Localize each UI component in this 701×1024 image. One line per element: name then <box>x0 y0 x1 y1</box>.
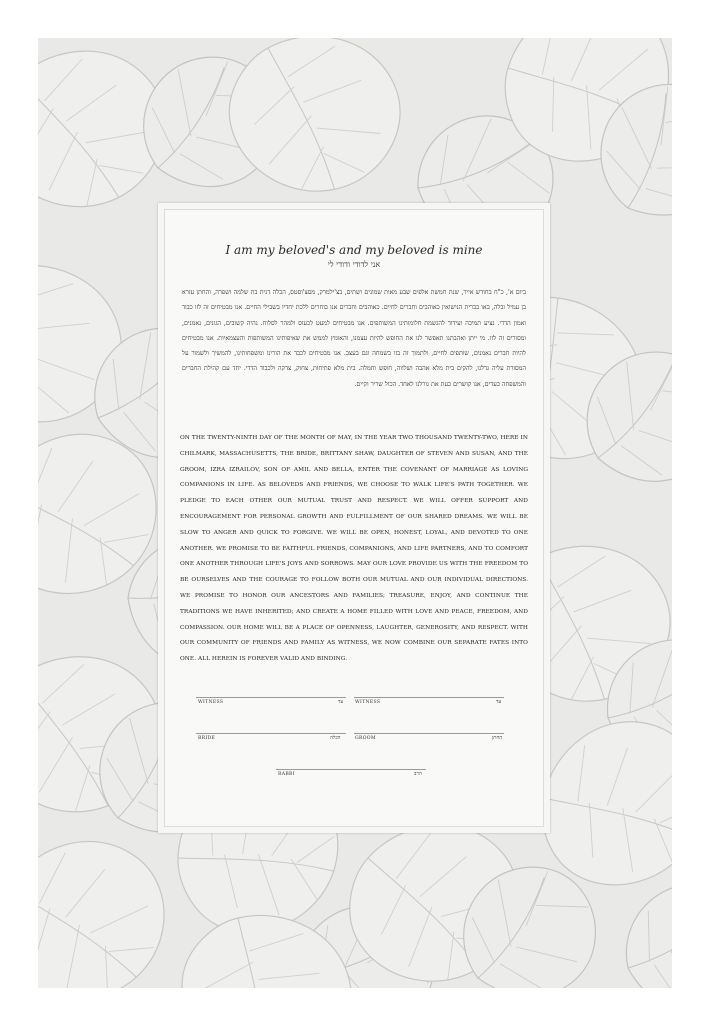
bride-label: BRIDE <box>198 736 216 741</box>
rabbi-hebrew-label: הרב <box>414 771 422 777</box>
hebrew-text-block: ביום א', כ"ח בחודש אייר, שנת חמשת אלפים שבע מאות שמונים ושתים, בצ'ילמרק, מסצ'וסטס, הכלה דנית בת שלמה ושפרה, והחתן עזרא בן עמיל ובלה, באו בברית הנישואין כאוהבים וחברים לחיים. כאוהבים וחברים אנו בוחרים ללכת יחדיו בשבילי החיים. אנו מבטיחים זה לזו כבוד ואמון הדדי. נציע תמיכה ועידוד להגשמת חלומותינו המשותפים. אנו מבטיחים למעט לכעוס ולמהר לסלוח. נהיה קשובים, הגונים, נאמנים, ומסורים זה לזו. מי ייתן ואהבתנו תאפשר לנו את החופש להיות עצמנו, והאומץ לממש את שאיפותינו המשותפות והעצמאיות. אנו מבטיחים להיות חברים נאמנים, שותפים לחיים, ולתמוך זה בזו בשמחה וגם בעצב. אנו מבטיחים לכבד את הורינו ומשפחותינו, להמשיך ולשמור על המסורת עליה גדלנו, להקים בית מלא אהבה ושלווה, חופש וחמלה. בית מלא פתיחות, צחוק, צדקה ולכבוד הדדי. יחד עם קהילת החברים והמשפחה כעדים, אנו קושרים כעת את גורלנו לאחד. הכול שריר וקיים. <box>182 289 526 388</box>
witness2-signature-line <box>354 697 504 698</box>
witness1-signature-line <box>196 697 346 698</box>
witness1-hebrew-label: עד <box>338 699 344 705</box>
ketubah-title: I am my beloved's and my beloved is mine <box>225 243 483 257</box>
bride-signature-line <box>196 733 346 734</box>
witness1-label: WITNESS <box>198 700 224 705</box>
ketubah-subtitle-hebrew: אני לדודי ודודי לי <box>327 260 381 269</box>
rabbi-signature-line <box>276 769 426 770</box>
ketubah-text-panel <box>158 203 550 833</box>
english-text-block: ON THE TWENTY-NINTH DAY OF THE MONTH OF MAY, IN THE YEAR TWO THOUSAND TWENTY-TWO, HERE IN CHILMARK, MASSACHUSETTS, THE BRIDE, BRITTANY SHAW, DAUGHTER OF STEVEN AND SUSAN, AND THE GROOM, IZRA IZRAILOV, SON OF AMIL AND BELLA, ENTER THE COVENANT OF MARRIAGE AS LOVING COMPANIONS IN LIFE. AS BELOVEDS AND FRIENDS, WE CHOOSE TO WALK LIFE'S PATH TOGETHER. WE PLEDGE TO EACH OTHER OUR MUTUAL TRUST AND RESPECT. WE WILL OFFER SUPPORT AND ENCOURAGEMENT FOR PERSONAL GROWTH AND FULFILLMENT OF OUR SHARED DREAMS. WE WILL BE SLOW TO ANGER AND QUICK TO FORGIVE. WE WILL BE OPEN, HONEST, LOYAL, AND DEVOTED TO ONE ANOTHER. WE PROMISE TO BE FAITHFUL FRIENDS, COMPANIONS, AND LIFE PARTNERS, AND TO COMFORT ONE ANOTHER THROUGH LIFE'S JOYS AND SORROWS. MAY OUR LOVE PROVIDE US WITH THE FREEDOM TO BE OURSELVES AND THE COURAGE TO FOLLOW BOTH OUR MUTUAL AND OUR INDIVIDUAL DIRECTIONS. WE PROMISE TO HONOR OUR ANCESTORS AND FAMILIES; TREASURE, ENJOY, AND CONTINUE THE TRADITIONS WE HAVE INHERITED; AND CREATE A HOME FILLED WITH LOVE AND PEACE, FREEDOM, AND COMPASSION. OUR HOME WILL BE A PLACE OF OPENNESS, LAUGHTER, GENEROSITY, AND RESPECT. WITH OUR COMMUNITY OF FRIENDS AND FAMILY AS WITNESS, WE NOW COMBINE OUR SEPARATE FATES INTO ONE. ALL HEREIN IS FOREVER VALID AND BINDING. <box>180 435 528 663</box>
rabbi-label: RABBI <box>278 772 295 777</box>
bride-hebrew-label: הכלה <box>330 735 341 741</box>
groom-hebrew-label: החתן <box>492 735 503 741</box>
groom-signature-line <box>354 733 504 734</box>
groom-label: GROOM <box>355 736 376 741</box>
witness2-hebrew-label: עד <box>496 699 502 705</box>
witness2-label: WITNESS <box>355 700 381 705</box>
